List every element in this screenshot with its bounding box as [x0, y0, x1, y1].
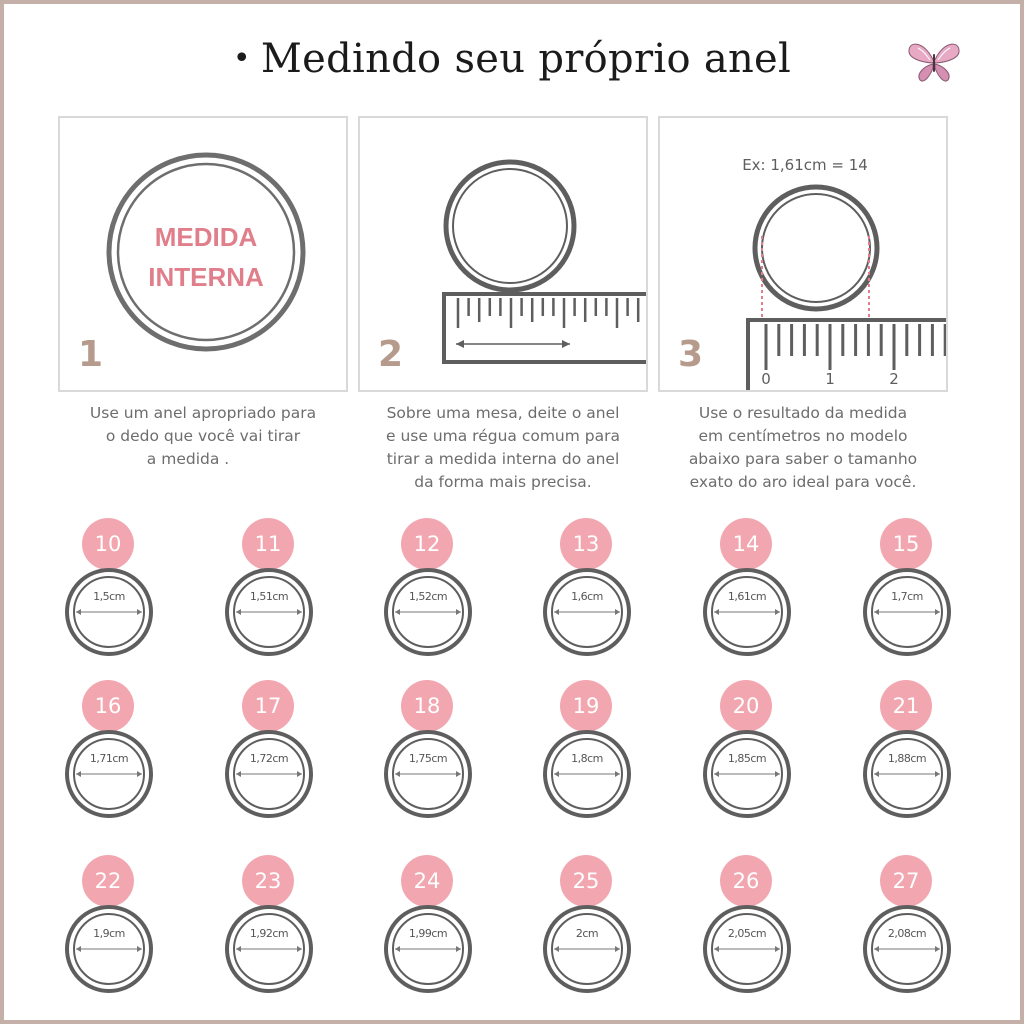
ruler-label-2: 2: [889, 370, 899, 388]
ring-measure-label: 1,92cm: [249, 927, 289, 940]
ring-diagram: [701, 728, 793, 820]
ring-size-item: [59, 855, 159, 1015]
size-badge: 17: [242, 680, 294, 732]
size-badge: 19: [560, 680, 612, 732]
ring-diagram: [223, 566, 315, 658]
ring-measure-label: 1,52cm: [408, 590, 448, 603]
ring-measure-label: 1,99cm: [408, 927, 448, 940]
ring-diagram: [382, 728, 474, 820]
ring-measure-label: 1,88cm: [887, 752, 927, 765]
ring-diagram: [382, 903, 474, 995]
ring-size-item: [59, 518, 159, 678]
caption-line: exato do aro ideal para você.: [689, 473, 917, 491]
size-badge: 27: [880, 855, 932, 907]
caption-line: Use o resultado da medida: [698, 404, 908, 422]
caption-line: Sobre uma mesa, deite o anel: [386, 404, 620, 422]
size-badge: 22: [82, 855, 134, 907]
ring-size-item: [378, 680, 478, 840]
size-badge: 13: [560, 518, 612, 570]
ring-measure-label: 1,71cm: [89, 752, 129, 765]
ring-diagram: [541, 903, 633, 995]
size-badge: 10: [82, 518, 134, 570]
size-badge: 12: [401, 518, 453, 570]
caption-line: tirar a medida interna do anel: [386, 450, 620, 468]
ring-size-item: [219, 855, 319, 1015]
size-badge: 15: [880, 518, 932, 570]
ring-measure-label: 1,85cm: [727, 752, 767, 765]
ring-size-item: [537, 680, 637, 840]
ring-diagram: [63, 728, 155, 820]
ring-size-item: [537, 855, 637, 1015]
caption-line: o dedo que você vai tirar: [105, 427, 301, 445]
caption-line: a medida .: [146, 450, 230, 468]
size-badge: 24: [401, 855, 453, 907]
ring-size-item: [219, 680, 319, 840]
ring-size-item: [697, 855, 797, 1015]
ring-size-item: [857, 518, 957, 678]
ring-size-item: [219, 518, 319, 678]
ring-measure-label: 1,51cm: [249, 590, 289, 603]
ring-text-line-1: MEDIDA: [154, 222, 258, 252]
ruler-label-1: 1: [825, 370, 835, 388]
ring-measure-label: 1,7cm: [891, 590, 923, 603]
ring-size-item: [537, 518, 637, 678]
size-badge: 16: [82, 680, 134, 732]
ring-text-line-2: INTERNA: [148, 262, 264, 292]
ring-measure-label: 1,72cm: [249, 752, 289, 765]
ring-measure-label: 2cm: [575, 927, 599, 940]
caption-line: abaixo para saber o tamanho: [688, 450, 918, 468]
ring-size-item: [697, 680, 797, 840]
ring-measure-label: 1,9cm: [93, 927, 125, 940]
size-badge: 25: [560, 855, 612, 907]
ring-diagram: [861, 903, 953, 995]
size-badge: 11: [242, 518, 294, 570]
size-badge: 23: [242, 855, 294, 907]
caption-line: da forma mais precisa.: [414, 473, 592, 491]
ring-size-item: [697, 518, 797, 678]
ring-measure-label: 1,8cm: [571, 752, 603, 765]
ring-measure-label: 2,05cm: [727, 927, 767, 940]
ring-diagram: [861, 728, 953, 820]
ring-diagram: [63, 566, 155, 658]
ring-diagram: [861, 566, 953, 658]
size-badge: 18: [401, 680, 453, 732]
caption-line: em centímetros no modelo: [698, 427, 908, 445]
size-badge: 20: [720, 680, 772, 732]
ring-measure-label: 1,75cm: [408, 752, 448, 765]
step-number: 2: [378, 334, 404, 375]
size-badge: 21: [880, 680, 932, 732]
ring-size-item: [857, 855, 957, 1015]
ring-size-item: [857, 680, 957, 840]
ring-diagram: [223, 728, 315, 820]
ring-measure-label: 1,6cm: [571, 590, 603, 603]
caption-line: e use uma régua comum para: [386, 427, 620, 445]
ring-diagram: [701, 903, 793, 995]
title-bullet: •: [232, 41, 251, 76]
ruler-label-0: 0: [761, 370, 771, 388]
ring-measure-label: 1,5cm: [93, 590, 125, 603]
ring-diagram: [382, 566, 474, 658]
ring-diagram: [63, 903, 155, 995]
size-badge: 14: [720, 518, 772, 570]
ring-measure-label: 1,61cm: [727, 590, 767, 603]
ring-diagram: [223, 903, 315, 995]
ring-diagram: [541, 566, 633, 658]
ring-diagram: [541, 728, 633, 820]
caption-line: Use um anel apropriado para: [89, 404, 317, 422]
ring-measure-label: 2,08cm: [887, 927, 927, 940]
title-text: Medindo seu próprio anel: [260, 36, 792, 82]
ring-size-item: [378, 855, 478, 1015]
ring-size-item: [378, 518, 478, 678]
size-badge: 26: [720, 855, 772, 907]
example-text: Ex: 1,61cm = 14: [742, 156, 868, 174]
ring-diagram: [701, 566, 793, 658]
step-number: 3: [678, 334, 704, 375]
step-number: 1: [78, 334, 104, 375]
ring-size-item: [59, 680, 159, 840]
